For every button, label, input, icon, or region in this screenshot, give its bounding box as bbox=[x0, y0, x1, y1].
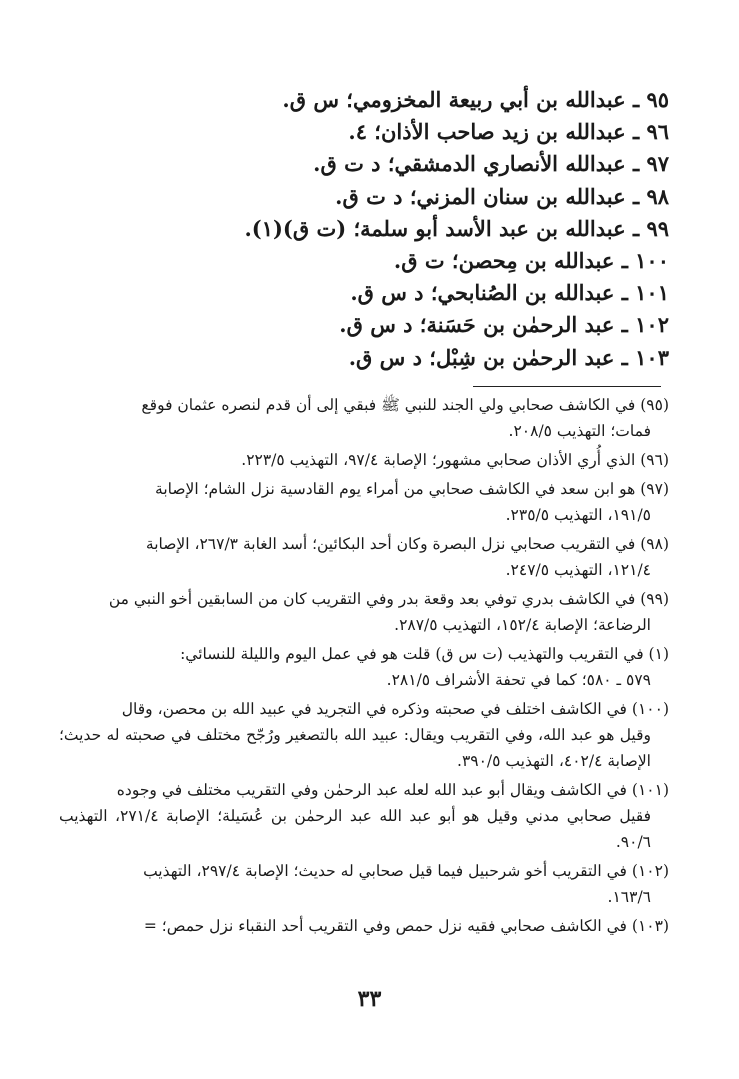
footnote-102 bbox=[59, 858, 669, 910]
entry-list bbox=[244, 84, 669, 374]
footnote-text: (١٠٣) في الكاشف صحابي فقيه نزل حمص وفي التقريب أحد النقباء نزل حمص؛ = bbox=[143, 917, 669, 935]
footnote-text: (١٠١) في الكاشف ويقال أبو عبد الله لعله عبد الرحمٰن وفي التقريب مختلف في وجوده bbox=[116, 781, 669, 799]
footnote-continuation: فقيل صحابي مدني وقيل هو أبو عبد الله عبد الرحمٰن بن عُسَيلة؛ الإصابة ٢٧١/٤، التهذيب ٩٠/٦. bbox=[59, 807, 651, 851]
footnote-text: (٩٥) في الكاشف صحابي ولي الجند للنبي ﷺ فبقي إلى أن قدم لنصره عثمان فوقع bbox=[141, 396, 669, 414]
footnote-text: (٩٨) في التقريب صحابي نزل البصرة وكان أحد البكائين؛ أسد الغابة ٢٦٧/٣، الإصابة bbox=[145, 535, 669, 553]
entry-99: ٩٩ ـ عبدالله بن عبد الأسد أبو سلمة؛ (ت ق)(١). bbox=[244, 215, 669, 241]
entry-102: ١٠٢ ـ عبد الرحمٰن بن حَسَنة؛ د س ق. bbox=[339, 312, 669, 338]
footnotes bbox=[59, 392, 669, 942]
footnote-96 bbox=[59, 447, 669, 473]
footnote-95 bbox=[59, 392, 669, 444]
footnote-continuation: الرضاعة؛ الإصابة ١٥٢/٤، التهذيب ٢٨٧/٥. bbox=[394, 616, 651, 634]
entry-100: ١٠٠ ـ عبدالله بن مِحصن؛ ت ق. bbox=[393, 247, 669, 273]
entry-95: ٩٥ ـ عبدالله بن أبي ربيعة المخزومي؛ س ق. bbox=[282, 87, 669, 112]
entry-103: ١٠٣ ـ عبد الرحمٰن بن شِبْل؛ د س ق. bbox=[348, 344, 669, 370]
footnote-100 bbox=[59, 696, 669, 774]
page-number: ٣٣ bbox=[357, 986, 382, 1012]
footnote-continuation: ١٢١/٤، التهذيب ٢٤٧/٥. bbox=[505, 561, 651, 579]
footnote-divider bbox=[473, 386, 661, 387]
entry-101: ١٠١ ـ عبدالله بن الصُنابحي؛ د س ق. bbox=[350, 280, 669, 306]
footnote-continuation: ١٩١/٥، التهذيب ٢٣٥/٥. bbox=[505, 506, 651, 524]
footnote-text: (١) في التقريب والتهذيب (ت س ق) قلت هو في عمل اليوم والليلة للنسائي: bbox=[180, 645, 669, 663]
footnote-continuation: ١٦٣/٦. bbox=[607, 888, 651, 906]
footnote-1 bbox=[59, 641, 669, 693]
footnote-continuation: فمات؛ التهذيب ٢٠٨/٥. bbox=[508, 422, 651, 440]
footnote-101 bbox=[59, 777, 669, 855]
footnote-text: (٩٧) هو ابن سعد في الكاشف صحابي من أمراء يوم القادسية نزل الشام؛ الإصابة bbox=[155, 480, 669, 498]
footnote-text: (١٠٠) في الكاشف اختلف في صحبته وذكره في التجريد في عبيد الله بن محصن، وقال bbox=[121, 700, 669, 718]
entry-98: ٩٨ ـ عبدالله بن سنان المزني؛ د ت ق. bbox=[335, 183, 669, 209]
footnote-99 bbox=[59, 586, 669, 638]
footnote-continuation: ٥٧٩ ـ ٥٨٠؛ كما في تحفة الأشراف ٢٨١/٥. bbox=[386, 671, 651, 689]
entry-97: ٩٧ ـ عبدالله الأنصاري الدمشقي؛ د ت ق. bbox=[313, 151, 669, 177]
entry-96: ٩٦ ـ عبدالله بن زيد صاحب الأذان؛ ٤. bbox=[348, 119, 669, 145]
footnote-103 bbox=[59, 913, 669, 939]
footnote-98 bbox=[59, 531, 669, 583]
footnote-97 bbox=[59, 476, 669, 528]
footnote-text: (٩٩) في الكاشف بدري توفي بعد وقعة بدر وفي التقريب كان من السابقين أخو النبي من bbox=[108, 590, 669, 608]
footnote-continuation: وقيل هو عبد الله، وفي التقريب ويقال: عبيد الله بالتصغير ورُجّح مختلف في صحبته له حديث؛ الإصابة ٤٠٢/٤، التهذيب ٣٩٠/٥. bbox=[59, 726, 651, 770]
footnote-text: (٩٦) الذي أُري الأذان صحابي مشهور؛ الإصابة ٩٧/٤، التهذيب ٢٢٣/٥. bbox=[241, 451, 669, 469]
footnote-text: (١٠٢) في التقريب أخو شرحبيل فيما قيل صحابي له حديث؛ الإصابة ٢٩٧/٤، التهذيب bbox=[143, 862, 669, 880]
